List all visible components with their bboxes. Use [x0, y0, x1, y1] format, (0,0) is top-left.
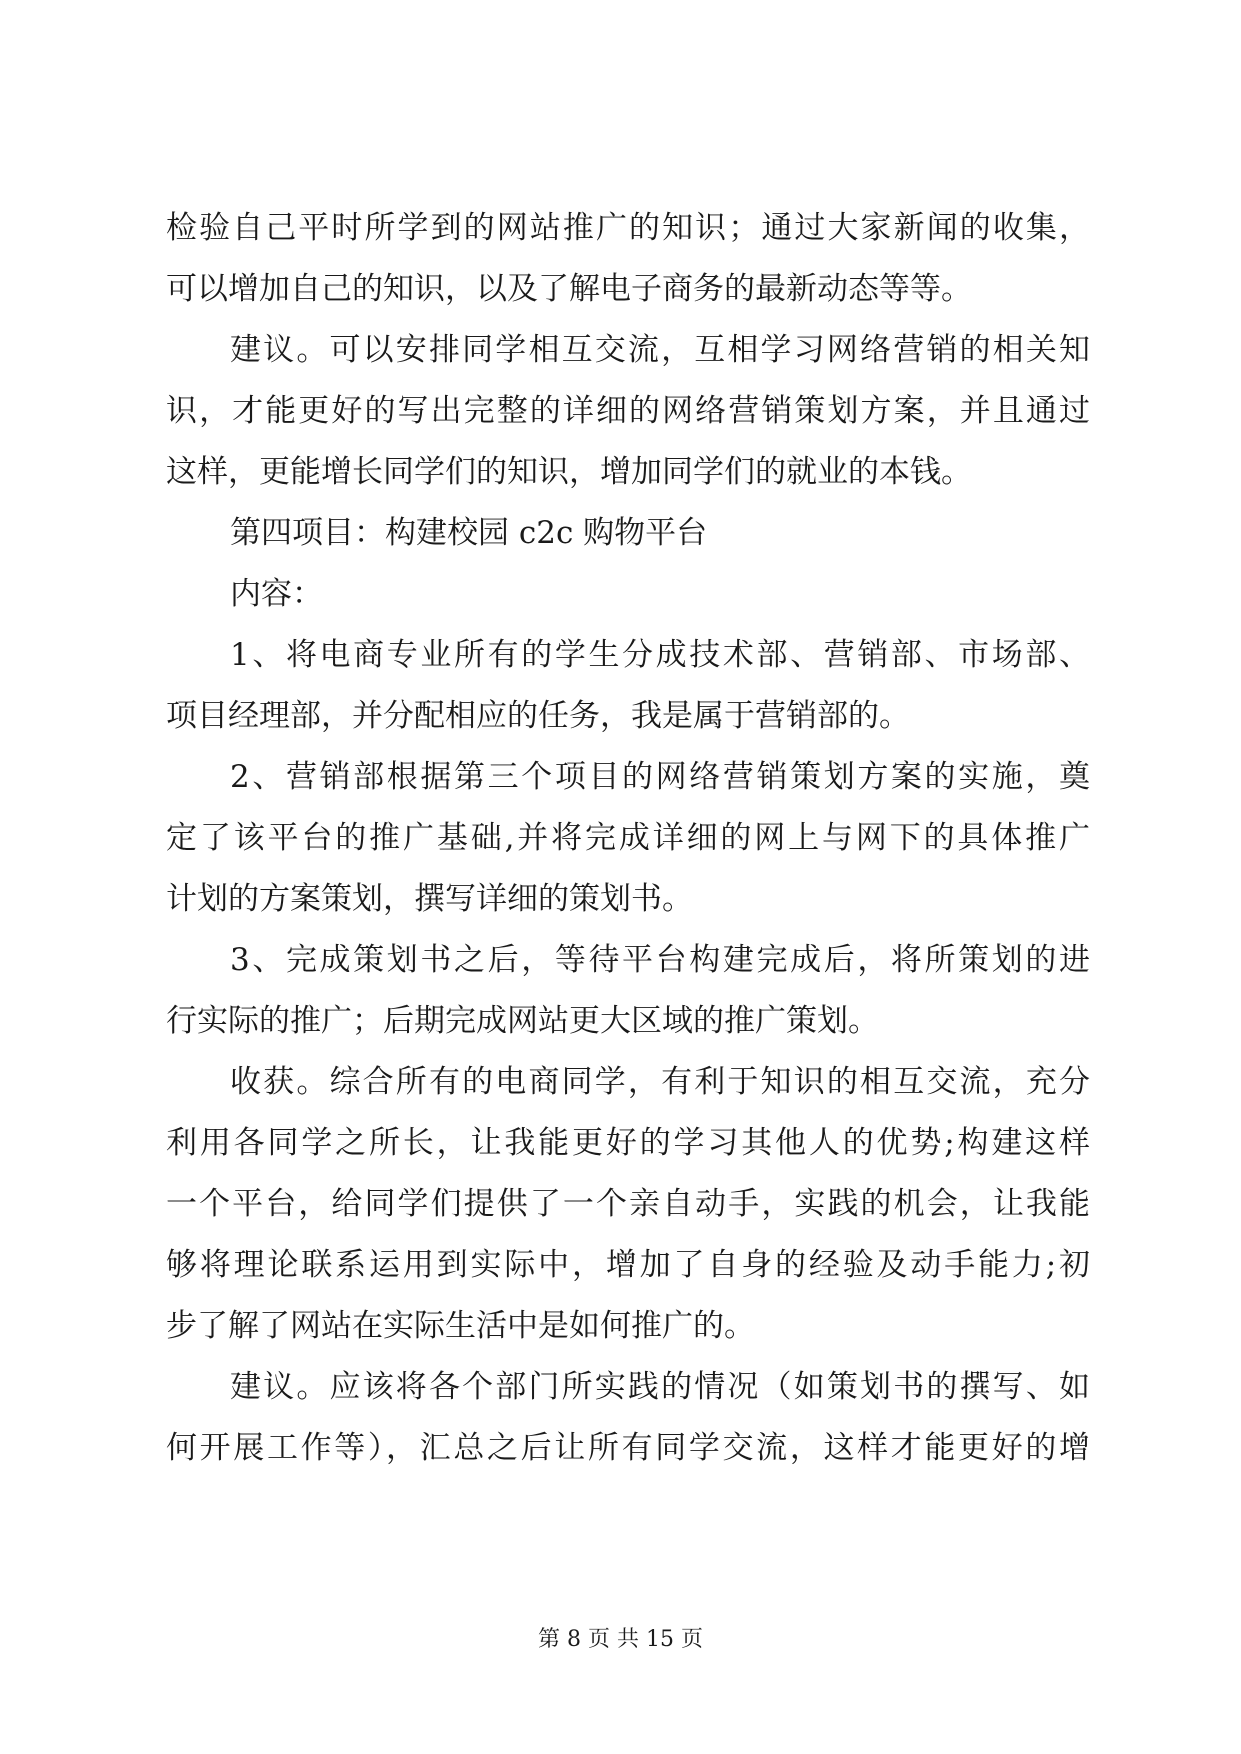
text-line: 计划的方案策划，撰写详细的策划书。 — [166, 881, 693, 917]
text-line: 利用各同学之所长，让我能更好的学习其他人的优势;构建这样 — [166, 1125, 1090, 1161]
text-line: 检验自己平时所学到的网站推广的知识；通过大家新闻的收集， — [166, 210, 1090, 246]
document-body — [166, 198, 1090, 1479]
text-line: 识，才能更好的写出完整的详细的网络营销策划方案，并且通过 — [166, 393, 1090, 429]
text-line: 行实际的推广；后期完成网站更大区域的推广策划。 — [166, 1003, 879, 1039]
page-number-footer: 第 8 页 共 15 页 — [538, 1627, 703, 1652]
text-line: 2、营销部根据第三个项目的网络营销策划方案的实施，奠 — [230, 759, 1090, 795]
text-line: 项目经理部，并分配相应的任务，我是属于营销部的。 — [166, 698, 910, 734]
text-line: 一个平台，给同学们提供了一个亲自动手，实践的机会，让我能 — [166, 1186, 1090, 1222]
text-line: 内容： — [230, 576, 323, 612]
text-line: 建议。应该将各个部门所实践的情况（如策划书的撰写、如 — [230, 1369, 1090, 1405]
text-line: 何开展工作等），汇总之后让所有同学交流，这样才能更好的增 — [166, 1430, 1090, 1466]
text-line: 收获。综合所有的电商同学，有利于知识的相互交流，充分 — [230, 1064, 1090, 1100]
text-line: 定了该平台的推广基础,并将完成详细的网上与网下的具体推广 — [166, 820, 1090, 856]
text-line: 步了解了网站在实际生活中是如何推广的。 — [166, 1308, 755, 1344]
text-line: 第四项目：构建校园 c2c 购物平台 — [230, 515, 708, 551]
text-line: 建议。可以安排同学相互交流，互相学习网络营销的相关知 — [230, 332, 1090, 368]
text-line: 1、将电商专业所有的学生分成技术部、营销部、市场部、 — [230, 637, 1090, 673]
text-line: 这样，更能增长同学们的知识，增加同学们的就业的本钱。 — [166, 454, 972, 490]
text-line: 3、完成策划书之后，等待平台构建完成后，将所策划的进 — [230, 942, 1090, 978]
text-line: 可以增加自己的知识，以及了解电子商务的最新动态等等。 — [166, 271, 972, 307]
text-line: 够将理论联系运用到实际中，增加了自身的经验及动手能力;初 — [166, 1247, 1090, 1283]
